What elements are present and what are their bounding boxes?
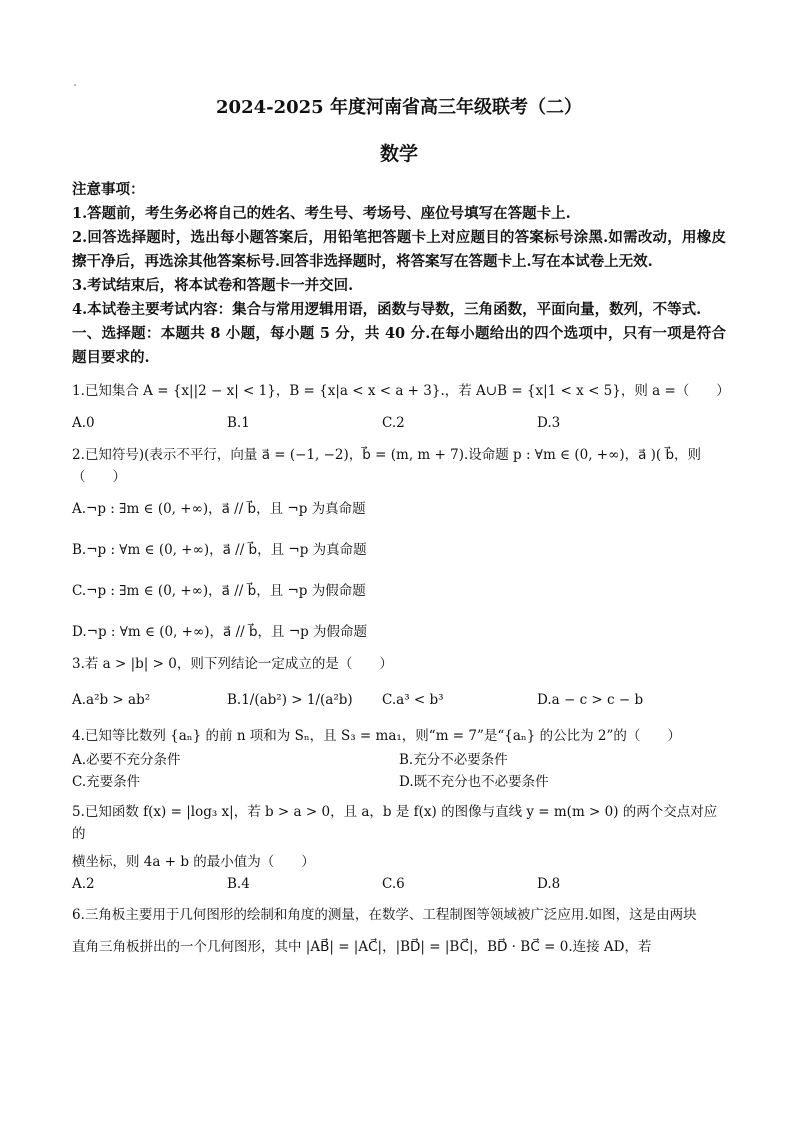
question-3-stem: 3.若 a > |b| > 0，则下列结论一定成立的是（ ）: [72, 656, 393, 672]
question-5-stem-line-2: 横坐标，则 4a + b 的最小值为（ ）: [72, 854, 315, 870]
q4-option-d: D.既不充分也不必要条件: [399, 774, 549, 790]
q4-option-c: C.充要条件: [72, 774, 141, 790]
question-2-stem: 2.已知符号)(表示不平行，向量 a⃗ = (−1, −2)，b⃗ = (m, m + 7).设命题 p : ∀m ∈ (0, +∞)，a⃗ )( b⃗，则（ ）: [72, 447, 702, 485]
scan-speck: [74, 84, 76, 86]
q2-option-a: A.¬p : ∃m ∈ (0, +∞)，a⃗ // b⃗，且 ¬p 为真命题: [72, 501, 366, 517]
q5-option-c: C.6: [382, 876, 405, 892]
exam-title: 2024-2025 年度河南省高三年级联考（二）: [216, 97, 582, 118]
q1-option-a: A.0: [72, 415, 95, 431]
question-4-stem: 4.已知等比数列 {aₙ} 的前 n 项和为 Sₙ，且 S₃ = ma₁，则“m = 7”是“{aₙ} 的公比为 2”的（ ）: [72, 728, 681, 744]
q1-option-d: D.3: [537, 415, 561, 431]
question-6-line-2: 直角三角板拼出的一个几何图形，其中 |AB⃗| = |AC⃗|，|BD⃗| = |BC⃗|，BD⃗ · BC⃗ = 0.连接 AD，若: [72, 939, 652, 955]
exam-page: [72, 96, 730, 959]
question-1-stem: 1.已知集合 A = {x||2 − x| < 1}，B = {x|a < x < a + 3}.，若 A∪B = {x|1 < x < 5}，则 a =（ ）: [72, 383, 730, 399]
q4-option-b: B.充分不必要条件: [399, 752, 508, 768]
q2-option-d: D.¬p : ∀m ∈ (0, +∞)，a⃗ // b⃗，且 ¬p 为假命题: [72, 624, 368, 640]
q5-option-d: D.8: [537, 876, 561, 892]
subject-title: 数学: [379, 143, 418, 165]
q2-option-b: B.¬p : ∀m ∈ (0, +∞)，a⃗ // b⃗，且 ¬p 为真命题: [72, 542, 367, 558]
section-heading: 一、选择题：本题共 8 小题，每小题 5 分，共 40 分.在每小题给出的四个选项中，只有一项是符合题目要求的.: [72, 325, 726, 366]
q3-option-a: A.a²b > ab²: [72, 692, 151, 708]
notice-item-1: 1.答题前，考生务必将自己的姓名、考生号、考场号、座位号填写在答题卡上.: [72, 205, 571, 222]
question-6-line-1: 6.三角板主要用于几何图形的绘制和角度的测量，在数学、工程制图等领域被广泛应用.如图，这是由两块: [72, 907, 697, 923]
question-1-options: [72, 412, 726, 434]
notice-item-2: 2.回答选择题时，选出每小题答案后，用铅笔把答题卡上对应题目的答案标号涂黑.如需改动，用橡皮擦干净后，再选涂其他答案标号.回答非选择题时，将答案写在答题卡上.写在本试卷上无效.: [72, 229, 726, 270]
question-5-options: [72, 873, 726, 895]
q5-option-b: B.4: [227, 876, 250, 892]
q1-option-c: C.2: [382, 415, 405, 431]
question-5-stem-line-1: 5.已知函数 f(x) = |log₃ x|，若 b > a > 0，且 a，b 是 f(x) 的图像与直线 y = m(m > 0) 的两个交点对应的: [72, 804, 718, 842]
notice-item-3: 3.考试结束后，将本试卷和答题卡一并交回.: [72, 277, 354, 294]
notice-heading: 注意事项：: [72, 181, 145, 198]
question-4-options-row2: [72, 771, 726, 793]
q2-option-c: C.¬p : ∃m ∈ (0, +∞)，a⃗ // b⃗，且 ¬p 为假命题: [72, 583, 366, 599]
notice-block: [72, 178, 726, 322]
q4-option-a: A.必要不充分条件: [72, 752, 181, 768]
question-4-options-row1: [72, 749, 726, 771]
q5-option-a: A.2: [72, 876, 95, 892]
q3-option-b: B.1/(ab²) > 1/(a²b): [227, 692, 353, 708]
notice-item-4: 4.本试卷主要考试内容：集合与常用逻辑用语，函数与导数，三角函数，平面向量，数列，不等式.: [72, 301, 702, 318]
q3-option-c: C.a³ < b³: [382, 692, 444, 708]
question-3-options: [72, 689, 726, 711]
q3-option-d: D.a − c > c − b: [537, 692, 644, 708]
q1-option-b: B.1: [227, 415, 250, 431]
